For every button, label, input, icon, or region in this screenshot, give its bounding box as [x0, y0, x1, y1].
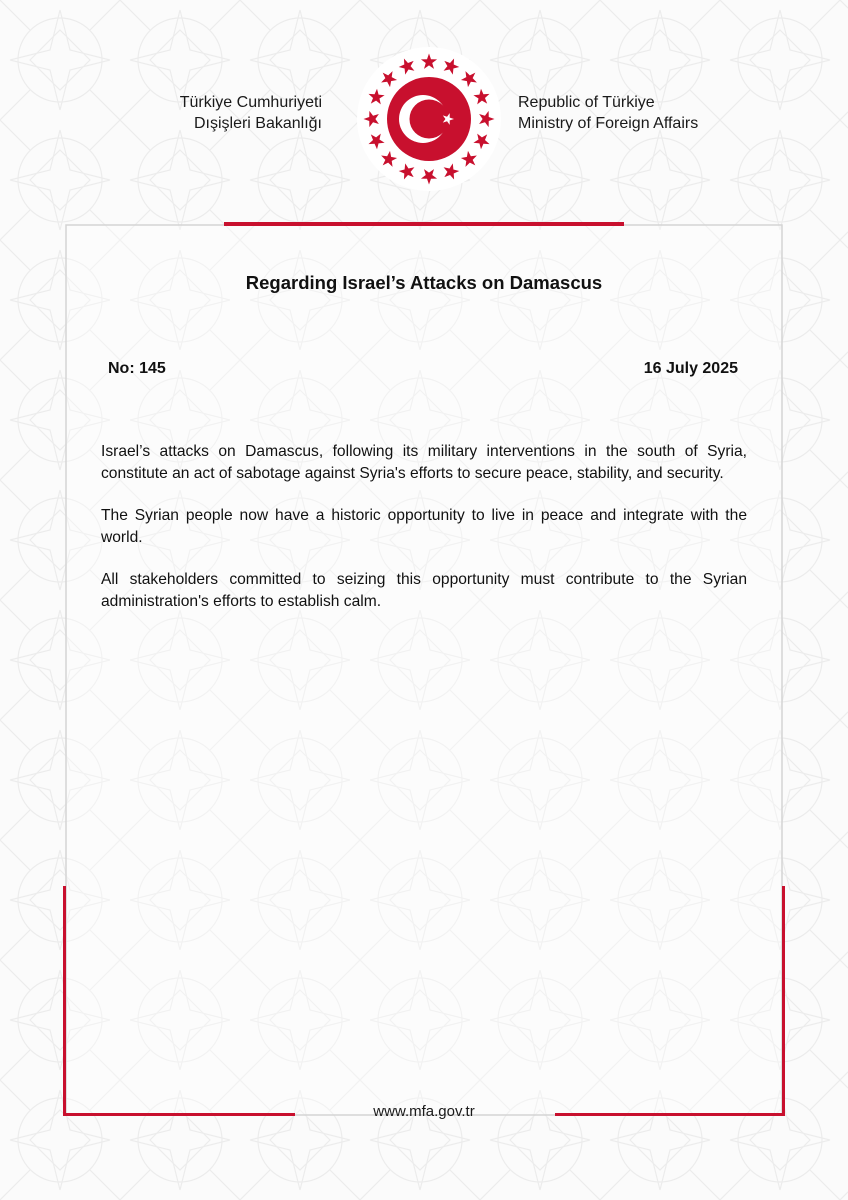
body-paragraph: Israel’s attacks on Damascus, following its military interventions in the south of Syria, constitute an act of sabotage against Syria's efforts to secure peace, stability, and security. — [101, 443, 747, 482]
header-right-line2: Ministry of Foreign Affairs — [518, 115, 699, 132]
ministry-seal-icon — [356, 46, 502, 192]
frame-top-accent — [224, 222, 624, 226]
frame-right-accent — [782, 886, 785, 1116]
header-turkish-name — [180, 92, 322, 134]
body-paragraph: The Syrian people now have a historic opportunity to live in peace and integrate with the world. — [101, 507, 747, 546]
document-frame — [65, 224, 783, 1116]
document-date: 16 July 2025 — [643, 360, 738, 377]
header-left-line2: Dışişleri Bakanlığı — [193, 115, 322, 132]
header-left-line1: Türkiye Cumhuriyeti — [179, 94, 322, 111]
header-english-name — [518, 92, 698, 134]
document-body — [101, 441, 747, 633]
document-number: No: 145 — [108, 360, 166, 377]
footer-website: www.mfa.gov.tr — [373, 1103, 475, 1120]
body-paragraph: All stakeholders committed to seizing this opportunity must contribute to the Syrian administration's efforts to establish calm. — [101, 571, 747, 610]
header-right-line1: Republic of Türkiye — [518, 94, 655, 111]
document-title: Regarding Israel’s Attacks on Damascus — [245, 272, 603, 293]
frame-left-accent — [63, 886, 66, 1116]
